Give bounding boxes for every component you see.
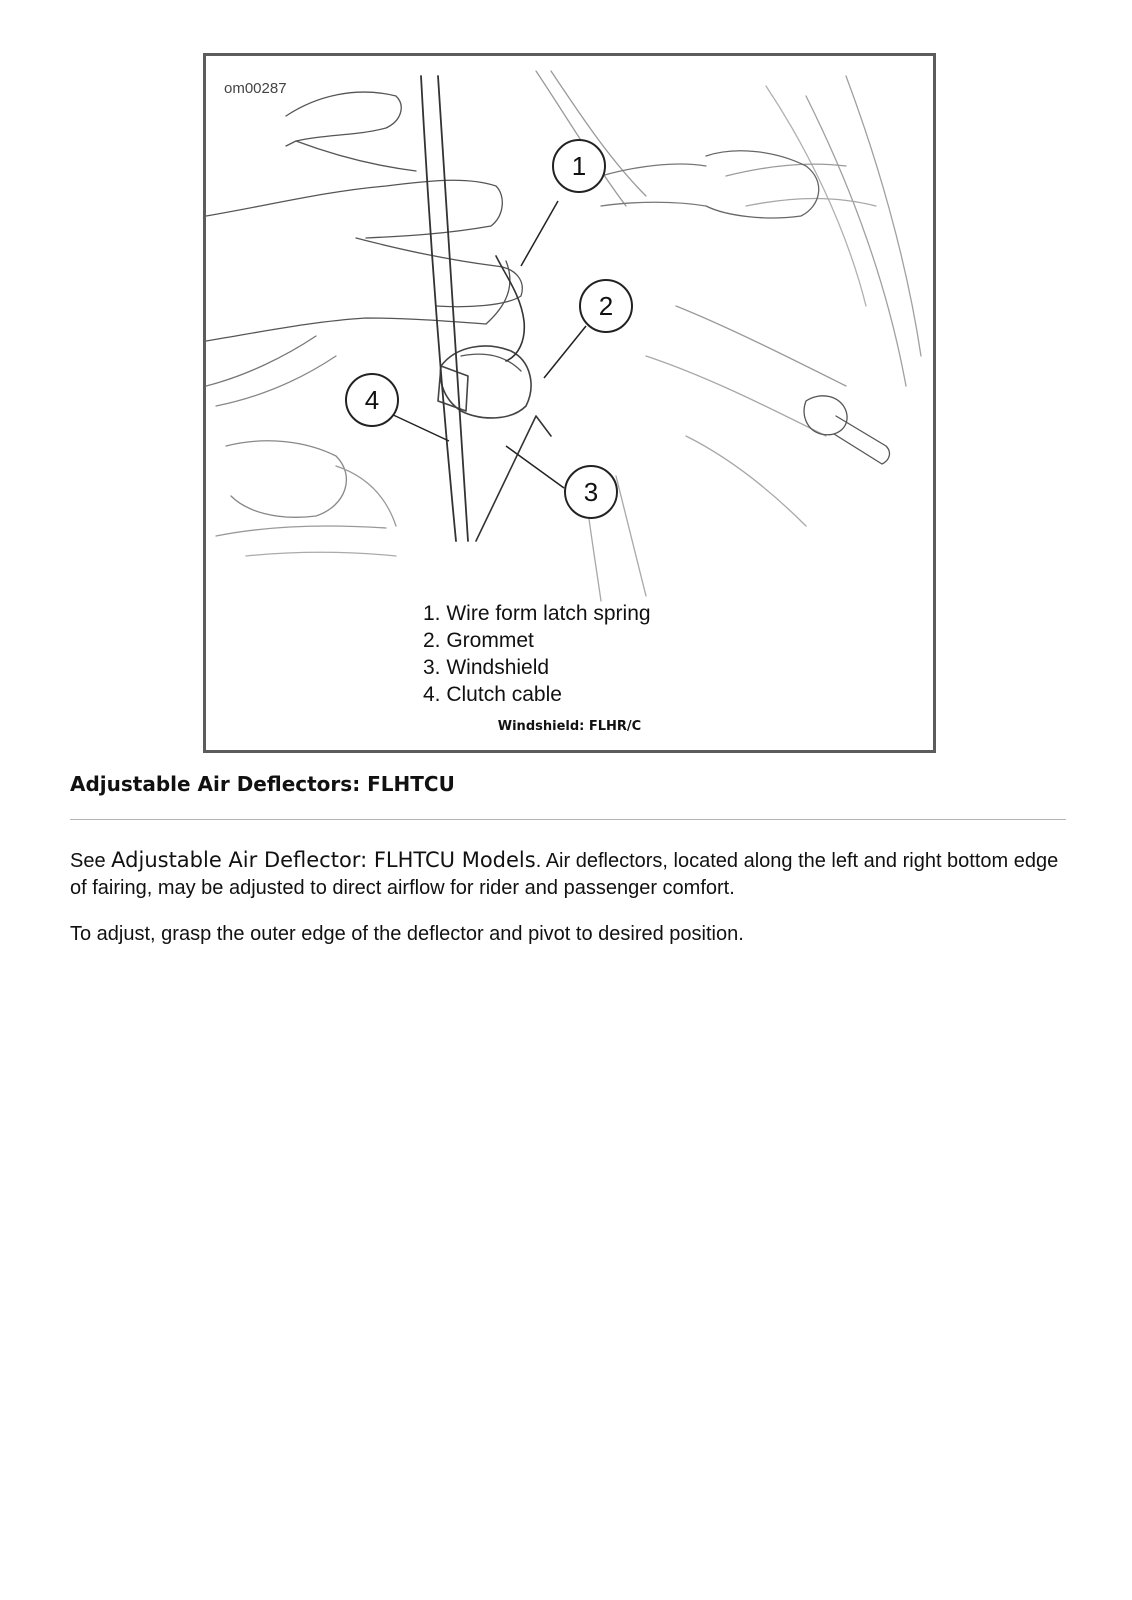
figure-legend: [423, 600, 651, 708]
svg-text:3: 3: [583, 477, 599, 507]
legend-item: 4. Clutch cable: [423, 683, 562, 706]
section-divider: [70, 819, 1066, 820]
figure-id-label: om00287: [224, 80, 287, 97]
paragraph-suffix: . Air deflectors, located along the left and right bottom edge of fairing, may be adjusted to direct airflow for rider and passenger comfort.: [70, 850, 1059, 899]
legend-item: 2. Grommet: [423, 629, 534, 652]
windshield-illustration: [206, 56, 933, 616]
callout-3: [565, 466, 617, 518]
legend-item: 1. Wire form latch spring: [423, 602, 651, 625]
section-heading: Adjustable Air Deflectors: FLHTCU: [70, 772, 455, 796]
legend-item: 3. Windshield: [423, 656, 550, 679]
svg-text:1: 1: [571, 151, 587, 181]
svg-text:4: 4: [364, 385, 380, 415]
callout-4: [346, 374, 398, 426]
paragraph-deflectors: [70, 847, 1070, 902]
callout-2: [580, 280, 632, 332]
cross-reference-link[interactable]: Adjustable Air Deflector: FLHTCU Models: [111, 848, 536, 872]
paragraph-prefix: See: [70, 850, 112, 872]
paragraph-adjust-instructions: To adjust, grasp the outer edge of the deflector and pivot to desired position.: [70, 923, 744, 945]
callout-1: [553, 140, 605, 192]
figure: [203, 53, 936, 753]
svg-text:2: 2: [598, 291, 614, 321]
figure-caption: Windshield: FLHR/C: [497, 719, 642, 734]
